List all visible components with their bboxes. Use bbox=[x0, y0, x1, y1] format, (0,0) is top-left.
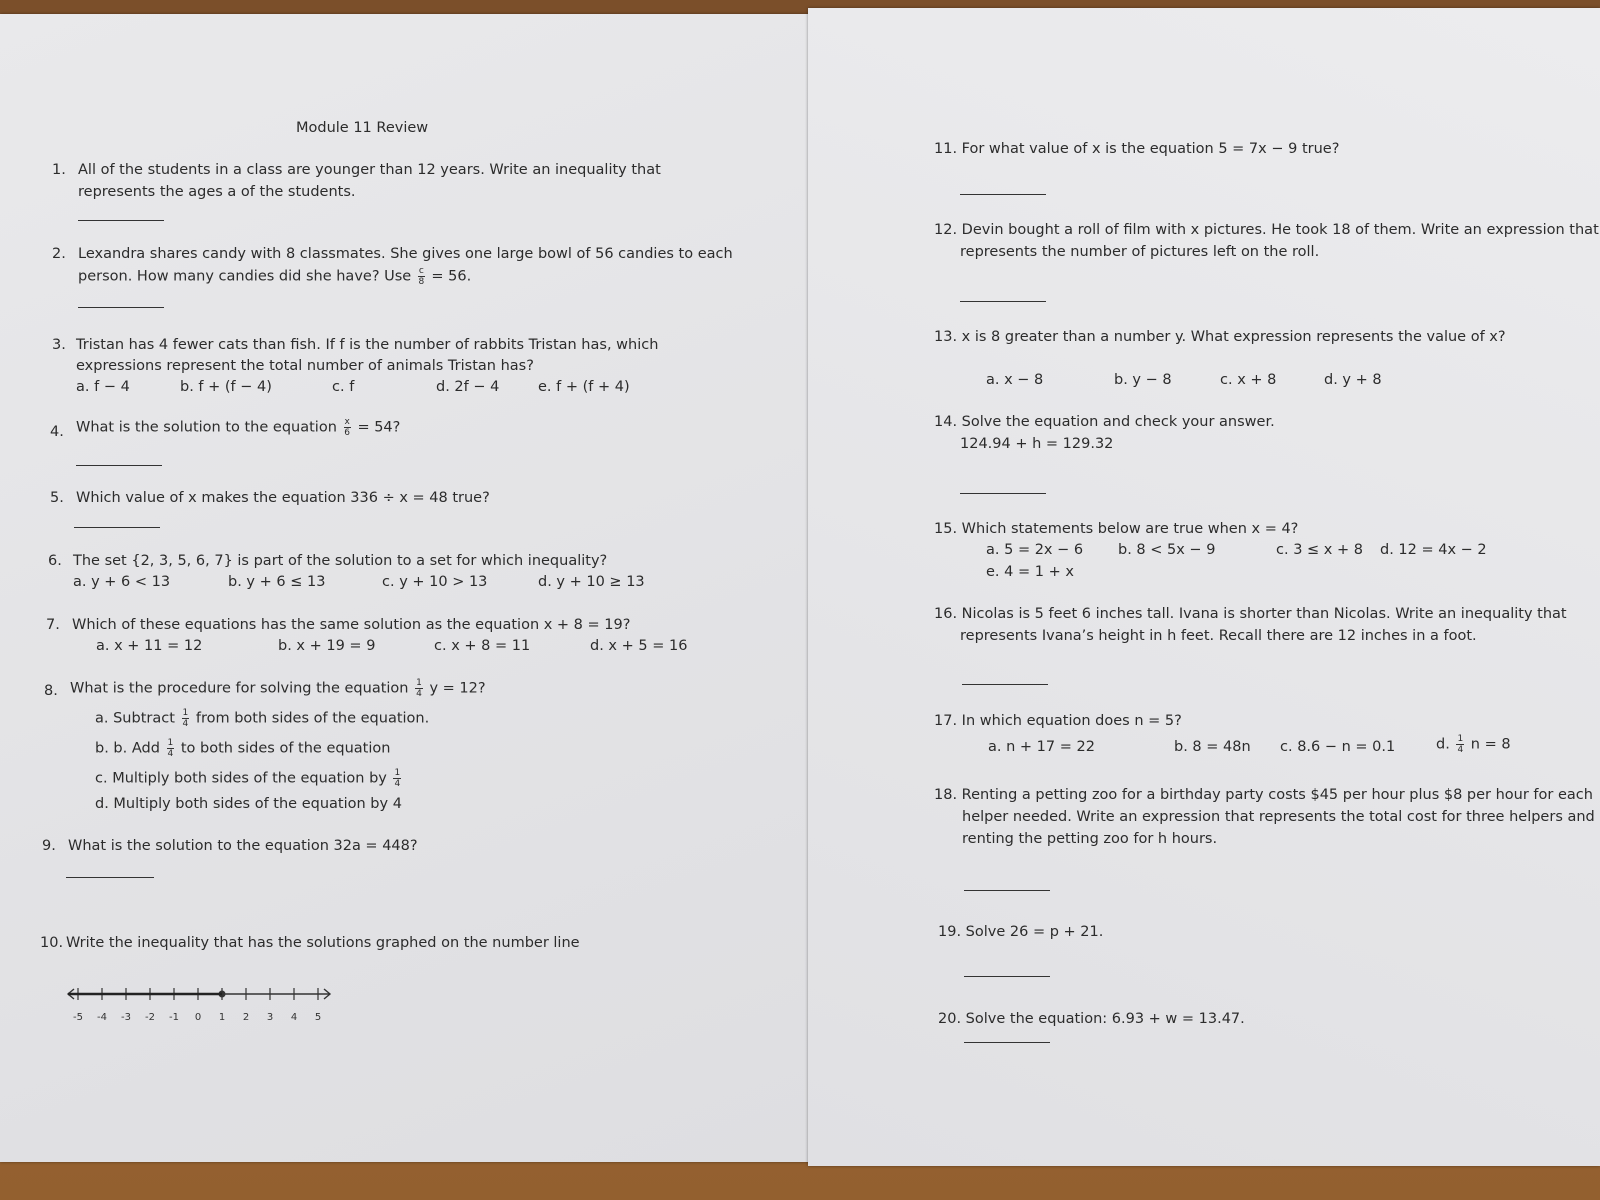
q11-text: 11. For what value of x is the equation 5 = 7x − 9 true? bbox=[934, 141, 1340, 157]
q15-option-a: a. 5 = 2x − 6 bbox=[986, 542, 1084, 558]
q9-answer-blank[interactable] bbox=[66, 877, 154, 878]
number-line-tick-label: 2 bbox=[242, 1012, 250, 1023]
q6-text: The set {2, 3, 5, 6, 7} is part of the solution to a set for which inequality? bbox=[73, 553, 608, 569]
q3-option-e: e. f + (f + 4) bbox=[538, 379, 630, 395]
q3-option-c: c. f bbox=[332, 379, 355, 395]
q7-option-c: c. x + 8 = 11 bbox=[434, 638, 531, 654]
q7-option-b: b. x + 19 = 9 bbox=[278, 638, 376, 654]
number-line-tick-label: 1 bbox=[218, 1012, 226, 1023]
q6-number: 6. bbox=[48, 553, 62, 569]
q19-text: 19. Solve 26 = p + 21. bbox=[938, 924, 1104, 940]
q9-number: 9. bbox=[42, 838, 56, 854]
number-line-tick-label: -1 bbox=[169, 1012, 179, 1023]
number-line-tick-label: 3 bbox=[266, 1012, 274, 1023]
number-line-tick-label: 0 bbox=[194, 1012, 202, 1023]
q2-number: 2. bbox=[52, 246, 66, 262]
q3-option-d: d. 2f − 4 bbox=[436, 379, 500, 395]
q1-number: 1. bbox=[52, 162, 66, 178]
q5-number: 5. bbox=[50, 490, 64, 506]
q4-answer-blank[interactable] bbox=[76, 465, 162, 466]
q18-text-line2: helper needed. Write an expression that represents the total cost for three helpers and bbox=[962, 809, 1595, 825]
worksheet-page-right bbox=[808, 8, 1600, 1166]
q2-text-line1: Lexandra shares candy with 8 classmates. She gives one large bowl of 56 candies to each bbox=[78, 246, 733, 262]
q16-text-line1: 16. Nicolas is 5 feet 6 inches tall. Ivana is shorter than Nicolas. Write an inequality that bbox=[934, 606, 1567, 622]
q8-option-d: d. Multiply both sides of the equation by 4 bbox=[95, 796, 402, 812]
q7-number: 7. bbox=[46, 617, 60, 633]
worksheet-title: Module 11 Review bbox=[296, 120, 429, 136]
q12-text-line2: represents the number of pictures left on the roll. bbox=[960, 244, 1320, 260]
q7-option-d: d. x + 5 = 16 bbox=[590, 638, 688, 654]
q3-number: 3. bbox=[52, 337, 66, 353]
q20-text: 20. Solve the equation: 6.93 + w = 13.47. bbox=[938, 1011, 1245, 1027]
q18-text-line3: renting the petting zoo for h hours. bbox=[962, 831, 1218, 847]
number-line-tick-label: -5 bbox=[73, 1012, 83, 1023]
q4-number: 4. bbox=[50, 424, 64, 440]
q17-option-a: a. n + 17 = 22 bbox=[988, 739, 1095, 755]
q1-text-line1: All of the students in a class are younger than 12 years. Write an inequality that bbox=[78, 162, 661, 178]
q18-text-line1: 18. Renting a petting zoo for a birthday party costs $45 per hour plus $8 per hour for each bbox=[934, 787, 1593, 803]
q17-text: 17. In which equation does n = 5? bbox=[934, 713, 1182, 729]
number-line-tick-label: -3 bbox=[121, 1012, 131, 1023]
worksheet-page-left bbox=[0, 14, 812, 1162]
number-line-tick-label: 4 bbox=[290, 1012, 298, 1023]
q4-text: What is the solution to the equation $\frac{x}{6}$ = 54? bbox=[76, 417, 401, 438]
q17-option-d: d. $\frac{1}{4}$ n = 8 bbox=[1436, 734, 1511, 755]
q7-option-a: a. x + 11 = 12 bbox=[96, 638, 203, 654]
q5-answer-blank[interactable] bbox=[74, 527, 160, 528]
q3-option-b: b. f + (f − 4) bbox=[180, 379, 272, 395]
q17-option-b: b. 8 = 48n bbox=[1174, 739, 1251, 755]
q15-option-b: b. 8 < 5x − 9 bbox=[1118, 542, 1216, 558]
q8-option-b: b. b. Add $\frac{1}{4}$ to both sides of the equation bbox=[95, 738, 391, 759]
q2-answer-blank[interactable] bbox=[78, 307, 164, 308]
q6-option-c: c. y + 10 > 13 bbox=[382, 574, 488, 590]
q6-option-d: d. y + 10 ≥ 13 bbox=[538, 574, 645, 590]
q14-text-line1: 14. Solve the equation and check your answer. bbox=[934, 414, 1275, 430]
q13-option-d: d. y + 8 bbox=[1324, 372, 1382, 388]
q15-option-c: c. 3 ≤ x + 8 bbox=[1276, 542, 1363, 558]
q6-option-b: b. y + 6 ≤ 13 bbox=[228, 574, 326, 590]
q3-text-line2: expressions represent the total number of animals Tristan has? bbox=[76, 358, 534, 374]
q14-equation: 124.94 + h = 129.32 bbox=[960, 436, 1114, 452]
q15-option-e: e. 4 = 1 + x bbox=[986, 564, 1074, 580]
q3-option-a: a. f − 4 bbox=[76, 379, 130, 395]
q10-number-line bbox=[64, 980, 354, 1030]
q10-number: 10. bbox=[40, 935, 64, 951]
q14-answer-blank[interactable] bbox=[960, 493, 1046, 494]
q10-text: Write the inequality that has the solutions graphed on the number line bbox=[66, 935, 580, 951]
q8-fraction: $\frac{1}{4}$ bbox=[416, 678, 422, 699]
q19-answer-blank[interactable] bbox=[964, 976, 1050, 977]
q20-answer-blank[interactable] bbox=[964, 1042, 1050, 1043]
q6-option-a: a. y + 6 < 13 bbox=[73, 574, 171, 590]
q13-option-b: b. y − 8 bbox=[1114, 372, 1172, 388]
q13-option-a: a. x − 8 bbox=[986, 372, 1044, 388]
q7-text: Which of these equations has the same solution as the equation x + 8 = 19? bbox=[72, 617, 631, 633]
q1-text-line2: represents the ages a of the students. bbox=[78, 184, 356, 200]
number-line-tick-label: -4 bbox=[97, 1012, 107, 1023]
q15-text: 15. Which statements below are true when x = 4? bbox=[934, 521, 1299, 537]
q13-option-c: c. x + 8 bbox=[1220, 372, 1277, 388]
q11-answer-blank[interactable] bbox=[960, 194, 1046, 195]
q8-option-c: c. Multiply both sides of the equation by $\frac{1}{4}$ bbox=[95, 768, 401, 789]
q13-text: 13. x is 8 greater than a number y. What expression represents the value of x? bbox=[934, 329, 1506, 345]
q3-text-line1: Tristan has 4 fewer cats than fish. If f is the number of rabbits Tristan has, which bbox=[76, 337, 659, 353]
number-line-tick-label: -2 bbox=[145, 1012, 155, 1023]
q15-option-d: d. 12 = 4x − 2 bbox=[1380, 542, 1487, 558]
q5-text: Which value of x makes the equation 336 ÷ x = 48 true? bbox=[76, 490, 490, 506]
q12-answer-blank[interactable] bbox=[960, 301, 1046, 302]
q17-option-c: c. 8.6 − n = 0.1 bbox=[1280, 739, 1396, 755]
q16-answer-blank[interactable] bbox=[962, 684, 1048, 685]
number-line-tick-label: 5 bbox=[314, 1012, 322, 1023]
q1-answer-blank[interactable] bbox=[78, 220, 164, 221]
q4-fraction: $\frac{x}{6}$ bbox=[344, 417, 351, 438]
q9-text: What is the solution to the equation 32a = 448? bbox=[68, 838, 418, 854]
q2-text-line2: person. How many candies did she have? Use $\frac{c}{8}$ = 56. bbox=[78, 266, 472, 287]
q8-text: What is the procedure for solving the equation $\frac{1}{4}$ y = 12? bbox=[70, 678, 486, 699]
q16-text-line2: represents Ivana’s height in h feet. Recall there are 12 inches in a foot. bbox=[960, 628, 1477, 644]
q12-text-line1: 12. Devin bought a roll of film with x pictures. He took 18 of them. Write an expression that bbox=[934, 222, 1599, 238]
q2-fraction: $\frac{c}{8}$ bbox=[418, 266, 425, 287]
q8-number: 8. bbox=[44, 683, 58, 699]
q8-option-a: a. Subtract $\frac{1}{4}$ from both sides of the equation. bbox=[95, 708, 430, 729]
q18-answer-blank[interactable] bbox=[964, 890, 1050, 891]
